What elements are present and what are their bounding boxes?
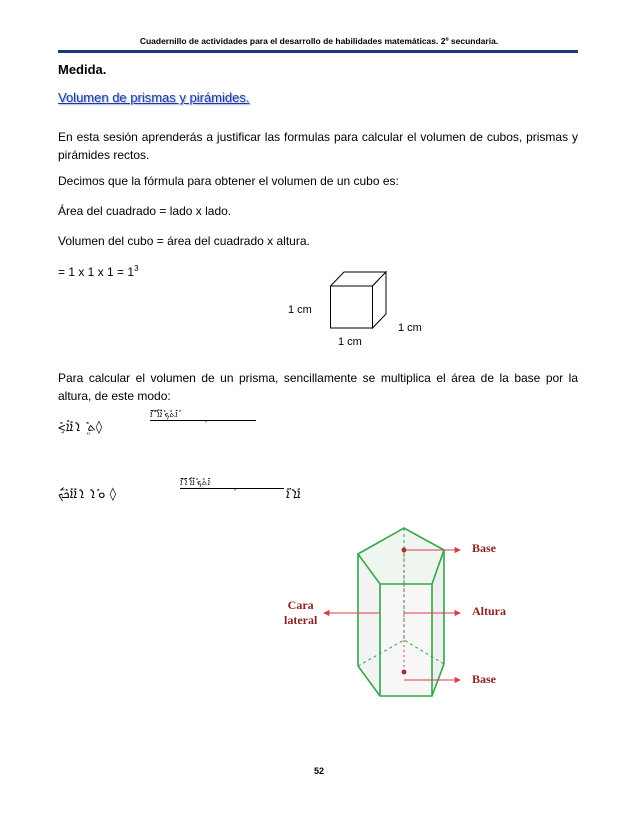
formula-prism-volume-expanded [58, 487, 116, 502]
cube-diagram [330, 268, 390, 330]
prism-label-altura: Altura [472, 604, 506, 618]
area-formula-line: Área del cuadrado = lado x lado. [58, 204, 232, 218]
cube-label-right: 1 cm [398, 322, 422, 334]
formula1-denominator [150, 421, 256, 431]
formula2-rhs: ܳܐܺܐ ܺܐܺ [286, 487, 301, 502]
section-title: Medida. [58, 62, 107, 77]
calculation-exponent: 3 [134, 264, 139, 273]
formula2-numerator: ܳܺܐܺܬܺܟ ܺܐܺܵܺܐܺ ܳܺܐܺ ܳܺܐܺ [180, 478, 211, 488]
page-subtitle: Volumen de prismas y pirámides. [58, 90, 250, 105]
volume-formula-line: Volumen del cubo = área del cuadrado x altura. [58, 234, 310, 248]
cube-label-left: 1 cm [288, 304, 312, 316]
prism-label-cara-lateral [284, 598, 317, 628]
prism-intro-paragraph: Para calcular el volumen de un prisma, sencillamente se multiplica el área de la base por la altura, de este modo: [58, 371, 578, 403]
calculation-line [58, 264, 139, 279]
formula1-fraction [150, 410, 256, 431]
cube-label-bottom: 1 cm [338, 336, 362, 348]
cube-formula-intro: Decimos que la fórmula para obtener el volumen de un cubo es: [58, 174, 399, 188]
prism-label-cara: Cara [287, 598, 314, 612]
page-number: 52 [313, 766, 324, 776]
formula2-denominator [180, 489, 284, 499]
intro-paragraph: En esta sesión aprenderás a justificar las formulas para calcular el volumen de cubos, prismas y pirámides rectos. [58, 130, 578, 162]
calculation-text: = 1 x 1 x 1 = 1 [58, 265, 135, 279]
formula-prism-volume [58, 420, 102, 435]
prism-label-base-top: Base [472, 541, 496, 555]
prism-label-lateral: lateral [284, 613, 318, 627]
formula2-fraction [180, 478, 284, 499]
header-divider [58, 50, 578, 53]
page-header: Cuadernillo de actividades para el desarrollo de habilidades matemáticas. 2º secundaria. [139, 36, 499, 46]
formula1-lhs: <ܱܺܬ ܸܺ ܐ ܺܐܺܐܺ◊ [58, 420, 103, 435]
formula1-numerator: ܳܺܐܺܬܺܟ ܺܐܺܵܺܐܺ ܳܺ ܳܺܐܺ ܺ [150, 410, 180, 420]
prism-label-base-bottom: Base [472, 672, 496, 686]
formula2-lhs: ܳܵܺܘ ܺܐ ܺ ܐ ܺܐܺܐܺܟܺܟ ◊ [58, 487, 116, 502]
